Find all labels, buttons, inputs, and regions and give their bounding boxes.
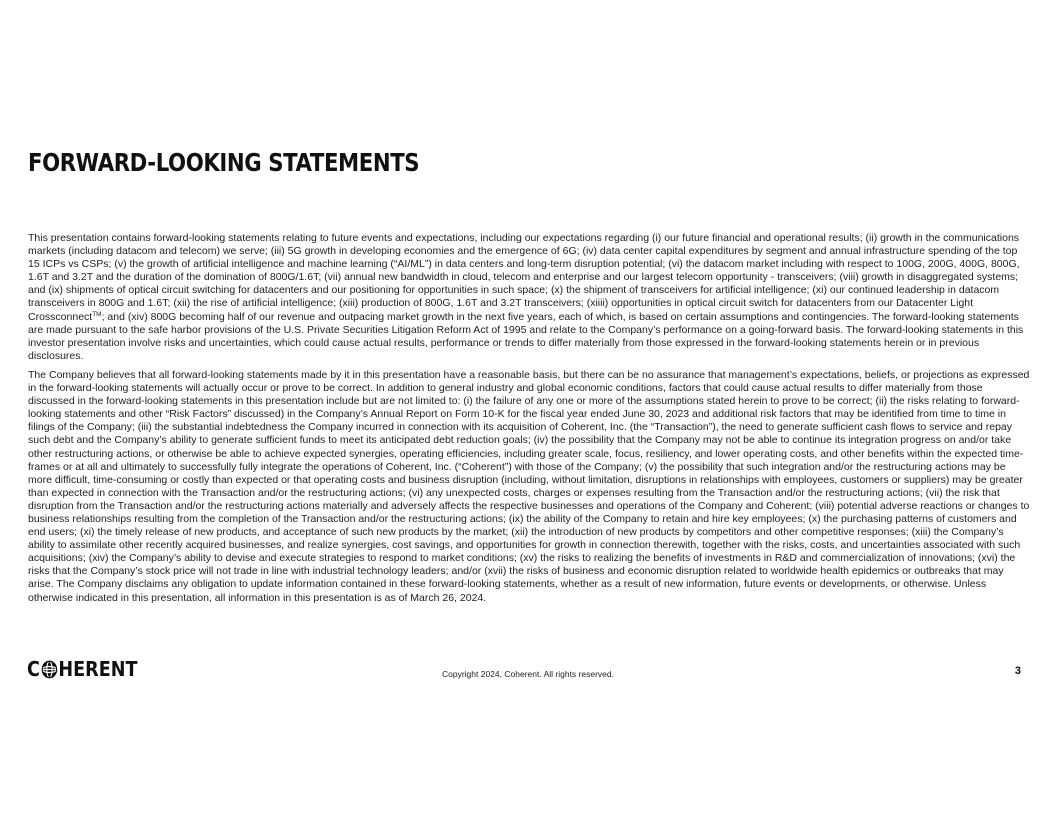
- trademark-mark: TM: [92, 310, 102, 318]
- logo-letter-c: C: [27, 657, 40, 681]
- paragraph-1-part-a: This presentation contains forward-looking statements relating to future events and expectations, including our expectations regarding (i) our future financial and operational results; (ii) growth in the communications markets (including datacom and telecom) we serve; (iii) 5G growth in developing economies and the emergence of 6G; (iv) data center capital expenditures by segment and annual infrastructure spending of the top 15 ICPs vs CSPs; (v) the growth of artificial intelligence and machine learning (“AI/ML”) in data centers and long-term disruption potential; (vi) the datacom market including with respect to 100G, 200G, 400G, 800G, 1.6T and 3.2T and the duration of the domination of 800G/1.6T; (vii) annual new bandwidth in cloud, telecom and enterprise and our largest telecom opportunity - transceivers; (viii) growth in disaggregated systems; and (ix) shipments of optical circuit switching for datacenters and our positioning for opportunities in such space; (x) the shipment of transceivers for artificial intelligence; (xi) our continued leadership in datacom transceivers in 800G and 1.6T; (xii) the rise of artificial intelligence; (xiii) production of 800G, 1.6T and 3.2T transceivers; (xiiii) opportunities in optical circuit switch for datacenters from our Datacenter Light Crossconnect: [28, 232, 1020, 323]
- page-title: FORWARD-LOOKING STATEMENTS: [28, 148, 420, 177]
- page-number: 3: [1014, 665, 1021, 677]
- disclaimer-paragraph-1: [28, 232, 1030, 363]
- logo-rest-text: HERENT: [58, 657, 138, 681]
- disclaimer-paragraph-2: The Company believes that all forward-looking statements made by it in this presentation have a reasonable basis, but there can be no assurance that management’s expectations, beliefs, or projections as expressed in the forward-looking statements will actually occur or prove to be correct. In addition to general industry and global economic conditions, factors that could cause actual results to differ materially from those discussed in the forward-looking statements in this presentation include but are not limited to: (i) the failure of any one or more of the assumptions stated herein to prove to be correct; (ii) the risks relating to forward-looking statements and other “Risk Factors” discussed) in the Company’s Annual Report on Form 10-K for the fiscal year ended June 30, 2023 and additional risk factors that may be identified from time to time in filings of the Company; (iii) the substantial indebtedness the Company incurred in connection with its acquisition of Coherent, Inc. (the “Transaction”), the need to generate sufficient cash flows to service and repay such debt and the Company’s ability to generate sufficient funds to meet its anticipated debt reduction goals; (iv) the possibility that the Company may not be able to continue its integration progress on and/or take other restructuring actions, or otherwise be able to achieve expected synergies, operating efficiencies, including greater scale, focus, resiliency, and lower operating costs, and other benefits within the expected time-frames or at all and ultimately to successfully fully integrate the operations of Coherent, Inc. (“Coherent”) with those of the Company; (v) the possibility that such integration and/or the restructuring actions may be more difficult, time-consuming or costly than expected or that operating costs and business disruption (including, without limitation, disruptions in relationships with employees, customers or suppliers) may be greater than expected in connection with the Transaction and/or the restructuring actions; (vi) any unexpected costs, charges or expenses resulting from the Transaction and/or the restructuring actions; (vii) the risk that disruption from the Transaction and/or the restructuring actions materially and adversely affects the respective businesses and operations of the Company and Coherent; (viii) potential adverse reactions or changes to business relationships resulting from the completion of the Transaction and/or the restructuring actions; (ix) the ability of the Company to retain and hire key employees; (x) the purchasing patterns of customers and end users; (xi) the timely release of new products, and acceptance of such new products by the market; (xii) the introduction of new products by competitors and other competitive responses; (xiii) the Company’s ability to assimilate other recently acquired businesses, and realize synergies, cost savings, and opportunities for growth in connection therewith, together with the risks, costs, and uncertainties associated with such acquisitions; (xiv) the Company’s ability to devise and execute strategies to respond to market conditions; (xv) the risks to realizing the benefits of investments in R&D and commercialization of innovations; (xvi) the risks that the Company’s stock price will not trade in line with industrial technology leaders; and/or (xvii) the risks of business and economic disruption related to worldwide health epidemics or outbreaks that may arise. The Company disclaims any obligation to update information contained in these forward-looking statements, whether as a result of new information, future events or developments, or otherwise. Unless otherwise indicated in this presentation, all information in this presentation is as of March 26, 2024.: [28, 368, 1030, 604]
- copyright-notice: Copyright 2024, Coherent. All rights reserved.: [442, 669, 614, 679]
- disclaimer-body: [28, 232, 1030, 611]
- paragraph-1-part-b: ; and (xiv) 800G becoming half of our revenue and outpacing market growth in the next five years, each of which, is based on certain assumptions and contingencies. The forward-looking statements are made pursuant to the safe harbor provisions of the U.S. Private Securities Litigation Reform Act of 1995 and relate to the Company’s performance on a going-forward basis. The forward-looking statements in this investor presentation involve risks and uncertainties, which could cause actual results, performance or trends to differ materially from those expressed in the forward-looking statements herein or in previous disclosures.: [28, 310, 1024, 362]
